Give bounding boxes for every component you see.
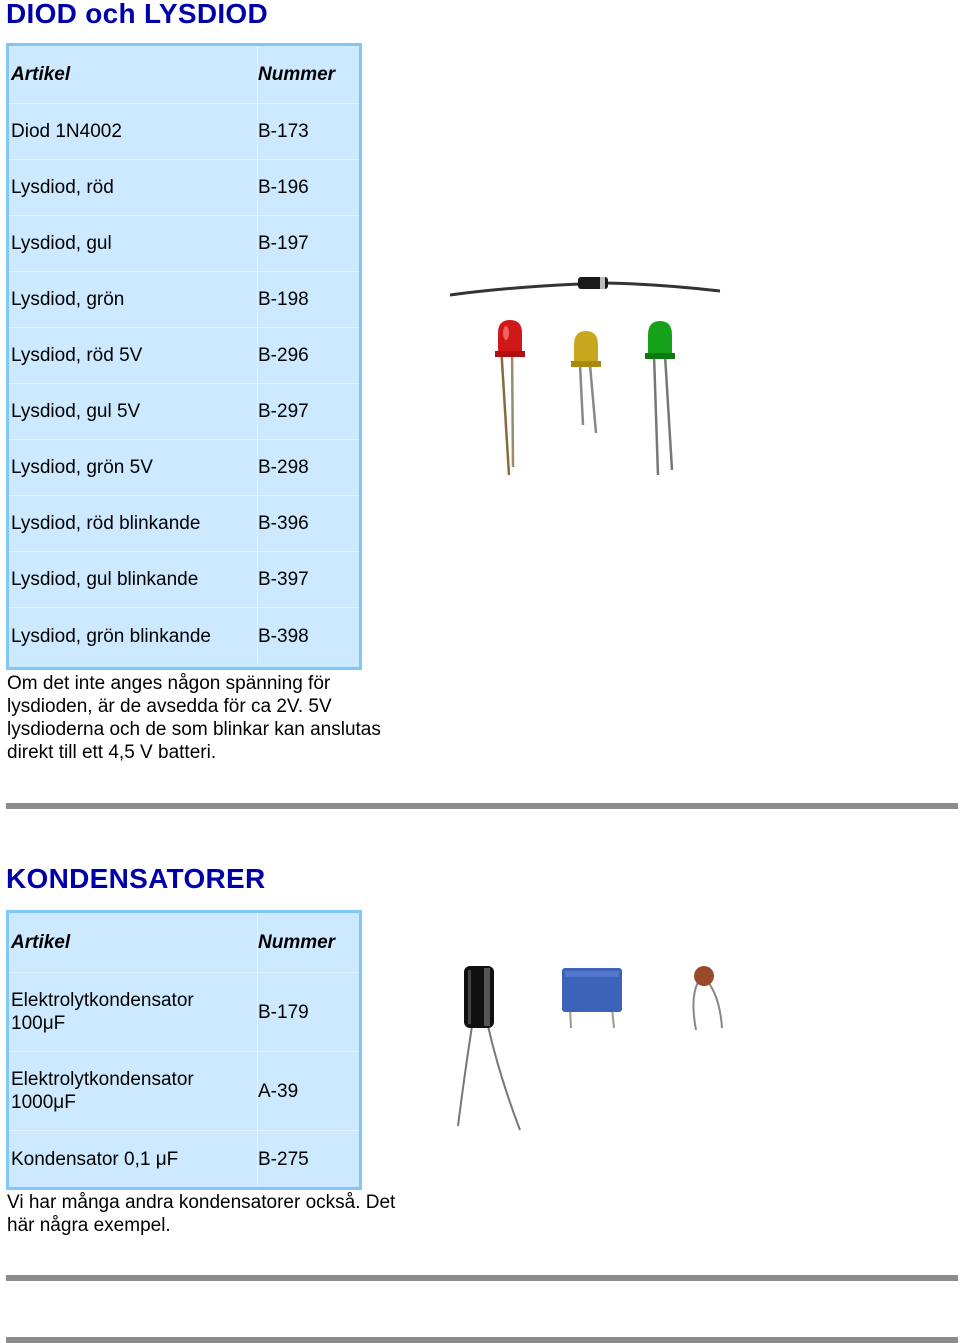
cell-artikel: Lysdiod, gul blinkande [11,569,199,590]
cell-artikel: Lysdiod, grön [11,289,125,310]
cell-nummer: B-198 [257,272,359,327]
cell-nummer: B-197 [257,216,359,271]
green-led-image [645,321,675,475]
cell-nummer: B-179 [257,973,359,1051]
note-line: lysdioden, är de avsedda för ca 2V. 5V [7,696,332,717]
table-row [9,1131,359,1187]
yellow-led-image [571,331,601,433]
column-header-artikel: Artikel [11,64,71,85]
diode-led-photo [430,265,740,495]
cell-artikel-line: 100μF [11,1013,66,1034]
capacitor-photo [440,958,740,1138]
cell-nummer: B-297 [257,384,359,439]
kondensator-note [7,1191,427,1237]
horizontal-rule [6,1337,958,1343]
table-row [9,104,359,160]
table-row [9,216,359,272]
table-row [9,1052,359,1131]
diod-table [6,43,362,670]
cell-nummer: B-397 [257,552,359,607]
cell-artikel: Lysdiod, gul 5V [11,401,141,422]
cell-artikel: Lysdiod, röd 5V [11,345,143,366]
kondensator-table [6,910,362,1190]
note-line: Vi har många andra kondensatorer också. Det [7,1192,396,1213]
film-capacitor-image [562,968,622,1028]
column-header-artikel: Artikel [11,932,71,953]
cell-artikel-line: Elektrolytkondensator [11,1069,194,1090]
diode-image [450,277,720,295]
note-line: Om det inte anges någon spänning för [7,673,331,694]
cell-nummer: B-196 [257,160,359,215]
table-row [9,272,359,328]
cell-nummer: B-296 [257,328,359,383]
cell-artikel: Lysdiod, grön 5V [11,457,153,478]
cell-artikel-line: Kondensator 0,1 μF [11,1148,179,1170]
cell-nummer: B-298 [257,440,359,495]
cell-nummer: B-173 [257,104,359,159]
note-line: direkt till ett 4,5 V batteri. [7,742,217,763]
cell-artikel: Lysdiod, grön blinkande [11,626,211,647]
table-row [9,160,359,216]
table-row [9,496,359,552]
table-row [9,973,359,1052]
note-line: här några exempel. [7,1215,171,1236]
table-header-row [9,913,359,973]
table-row [9,552,359,608]
column-header-nummer: Nummer [257,46,359,103]
table-row [9,384,359,440]
cell-nummer: A-39 [257,1052,359,1130]
cell-nummer: B-398 [257,608,359,665]
section-title-kondensatorer: KONDENSATORER [6,863,266,894]
cell-nummer: B-396 [257,496,359,551]
cell-artikel: Lysdiod, röd blinkande [11,513,201,534]
cell-nummer: B-275 [257,1131,359,1187]
cell-artikel-line: Elektrolytkondensator [11,990,194,1011]
cell-artikel-line: 1000μF [11,1092,76,1113]
horizontal-rule [6,803,958,809]
table-row [9,328,359,384]
diod-note [7,672,407,764]
column-header-nummer: Nummer [257,913,359,972]
table-row [9,440,359,496]
cell-artikel [9,1068,257,1114]
electrolytic-capacitor-image [458,966,520,1130]
section-title-diod: DIOD och LYSDIOD [6,0,269,29]
cell-artikel: Lysdiod, röd [11,177,114,198]
cell-artikel: Diod 1N4002 [11,121,122,142]
table-row [9,608,359,665]
cell-artikel [9,989,257,1035]
horizontal-rule [6,1275,958,1281]
ceramic-capacitor-image [693,966,722,1030]
cell-artikel: Lysdiod, gul [11,233,112,254]
table-header-row [9,46,359,104]
red-led-image [495,320,525,475]
cell-artikel [9,1148,257,1171]
note-line: lysdioderna och de som blinkar kan anslutas [7,719,381,740]
